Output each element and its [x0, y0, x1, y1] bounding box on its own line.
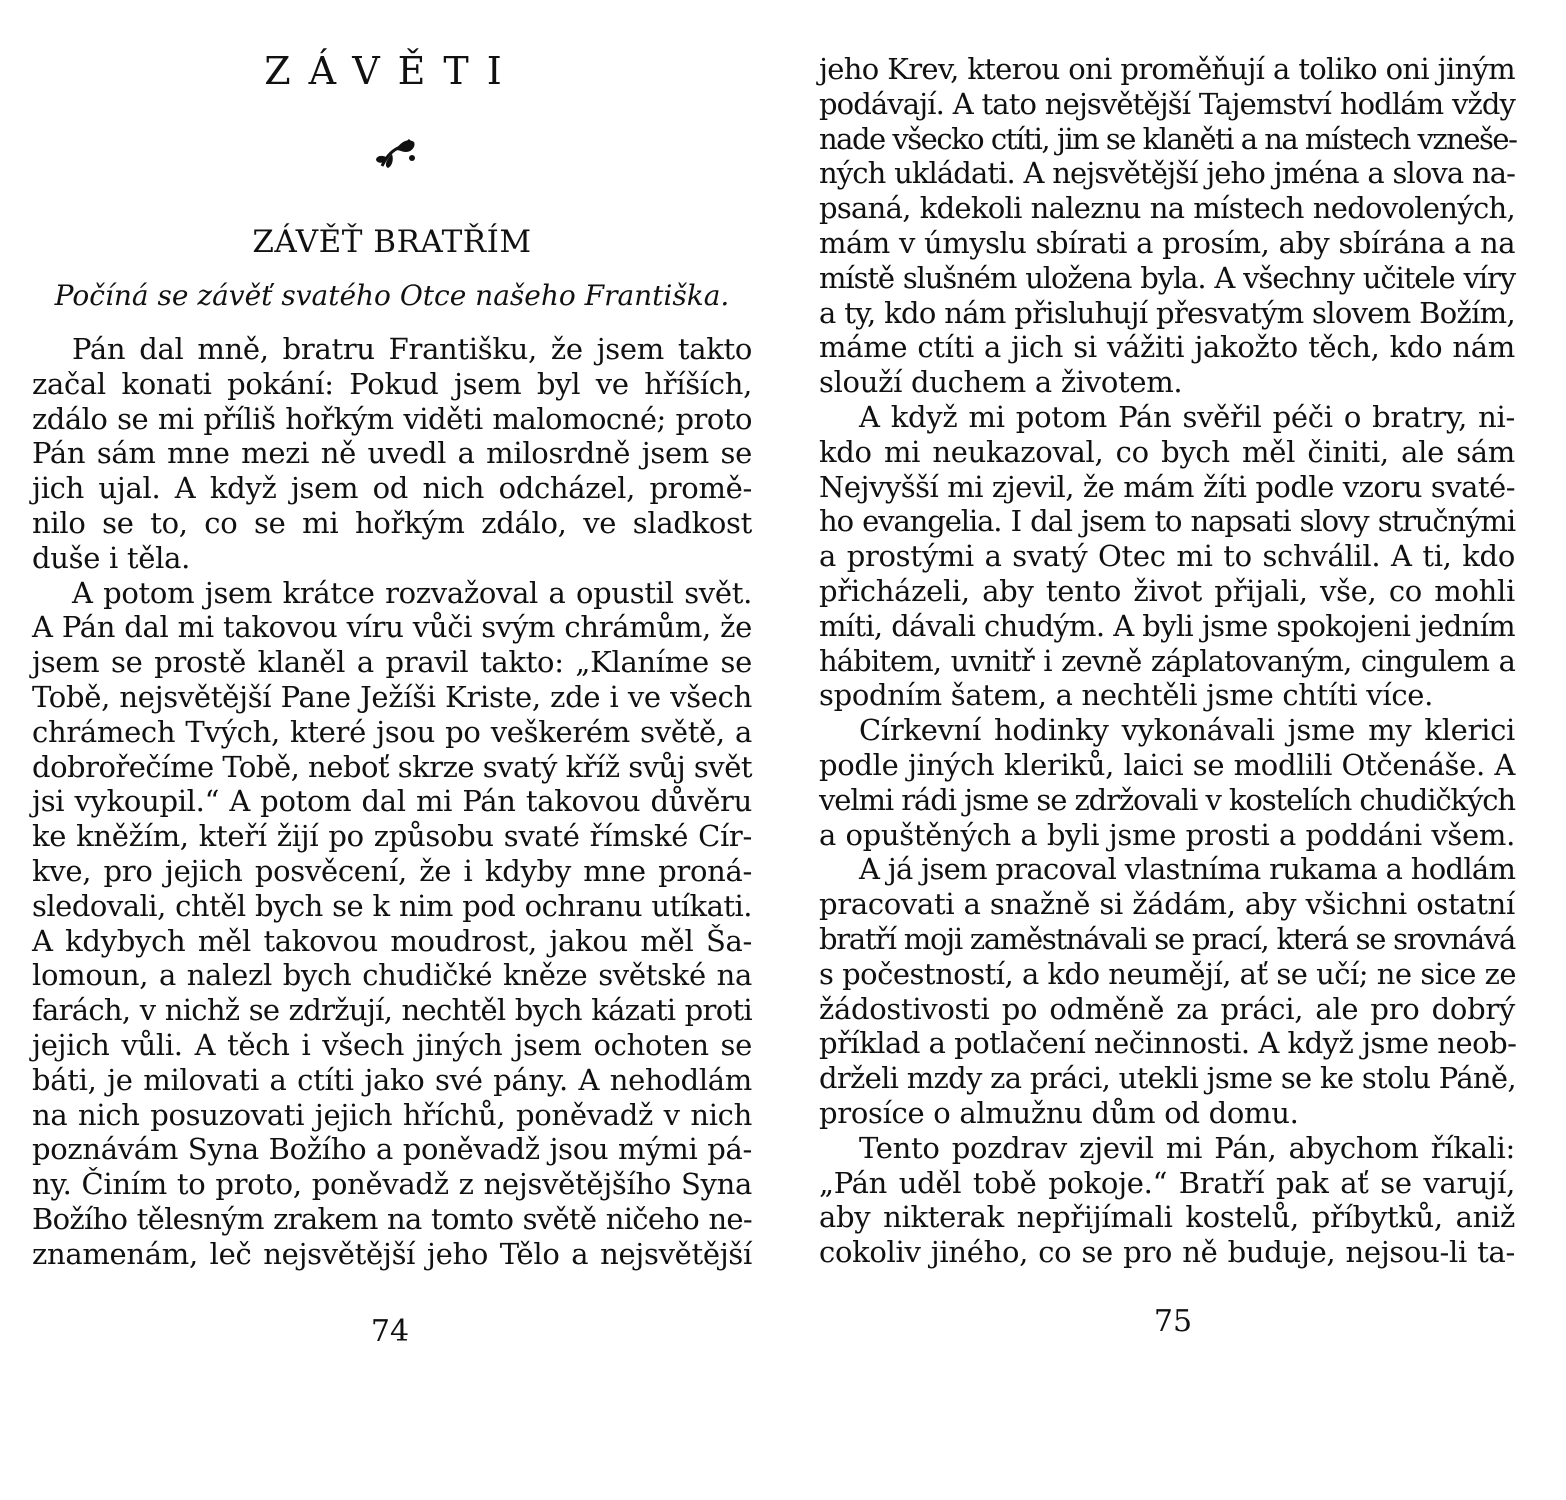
text-line: nade všecko ctíti, jim se klaněti a na místech vzneše-	[819, 121, 1517, 156]
text-line: cokoliv jiného, co se pro ně buduje, nejsou-li ta-	[819, 1235, 1515, 1270]
text-line: slouží duchem a životem.	[819, 365, 1183, 400]
fleuron-ornament-icon	[372, 132, 420, 172]
text-line: míti, dávali chudým. A byli jsme spokojeni jedním	[819, 608, 1515, 643]
text-line: ke kněžím, kteří žijí po způsobu svaté římské Cír-	[32, 819, 752, 854]
text-line: kdo mi neukazoval, co bych měl činiti, ale sám	[819, 434, 1515, 469]
text-line: Církevní hodinky vykonávali jsme my klerici	[859, 713, 1515, 748]
text-line: místě slušném uložena byla. A všechny učitele víry	[819, 260, 1515, 295]
right-body-text	[819, 52, 1515, 1270]
chapter-heading: ZÁVĚTI	[264, 49, 520, 93]
text-line: Tento pozdrav zjevil mi Pán, abychom říkali:	[859, 1130, 1515, 1165]
text-line: Pán dal mně, bratru Františku, že jsem takto	[72, 332, 752, 366]
text-line: farách, v nichž se zdržují, nechtěl bych kázati proti	[32, 993, 752, 1028]
text-line: máme ctíti a jich si vážiti jakožto těch, kdo nám	[819, 330, 1515, 365]
text-line: jich ujal. A když jsem od nich odcházel, promě-	[32, 471, 752, 506]
text-line: Nejvyšší mi zjevil, že mám žíti podle vzoru svaté-	[819, 469, 1515, 504]
text-line: psaná, kdekoli naleznu na místech nedovolených,	[819, 191, 1515, 226]
text-line: znamenám, leč nejsvětější jeho Tělo a nejsvětější	[32, 1236, 752, 1271]
page-number: 75	[1153, 1304, 1193, 1339]
text-line: drželi mzdy za práci, utekli jsme se ke stolu Páně,	[819, 1061, 1516, 1096]
text-line: lomoun, a nalezl bych chudičké kněze světské na	[32, 958, 752, 993]
text-line: sledovali, chtěl bych se k nim pod ochranu utíkati.	[32, 888, 752, 923]
text-line: A když mi potom Pán svěřil péči o bratry, ni-	[859, 399, 1515, 434]
right-page	[783, 0, 1566, 1500]
text-line: A potom jsem krátce rozvažoval a opustil svět.	[72, 575, 752, 610]
text-line: žádostivosti po odměně za práci, ale pro dobrý	[819, 991, 1515, 1026]
text-line: příklad a potlačení nečinnosti. A když jsme neob-	[819, 1026, 1517, 1061]
text-line: „Pán uděl tobě pokoje.“ Bratří pak ať se varují,	[819, 1165, 1515, 1200]
text-line: jsem se prostě klaněl a pravil takto: „Klaníme se	[32, 645, 752, 680]
text-line: spodním šatem, a nechtěli jsme chtíti více.	[819, 678, 1434, 713]
text-line: začal konati pokání: Pokud jsem byl ve hříších,	[32, 366, 752, 401]
text-line: prosíce o almužnu dům od domu.	[819, 1095, 1299, 1130]
text-line: báti, je milovati a ctíti jako své pány. A nehodlám	[32, 1062, 752, 1097]
text-line: velmi rádi jsme se zdržovali v kostelích chudičkých	[819, 782, 1515, 817]
page-number: 74	[370, 1314, 410, 1349]
text-line: A já jsem pracoval vlastníma rukama a hodlám	[859, 852, 1516, 887]
section-subtitle: Počíná se závěť svatého Otce našeho Františka.	[54, 279, 730, 312]
text-line: aby nikterak nepřijímali kostelů, příbytků, aniž	[819, 1200, 1515, 1235]
left-body-text	[32, 332, 752, 1272]
text-line: ny. Činím to proto, poněvadž z nejsvětějšího Syna	[32, 1167, 752, 1202]
text-line: jsi vykoupil.“ A potom dal mi Pán takovou důvěru	[32, 784, 752, 819]
text-line: podávají. A tato nejsvětější Tajemství hodlám vždy	[819, 86, 1515, 121]
text-line: chrámech Tvých, které jsou po veškerém světě, a	[32, 714, 752, 749]
text-line: přicházeli, aby tento život přijali, vše, co mohli	[819, 573, 1515, 608]
text-line: Božího tělesným zrakem na tomto světě ničeho ne-	[32, 1201, 752, 1236]
text-line: kve, pro jejich posvěcení, že i kdyby mne proná-	[32, 853, 752, 888]
text-line: zdálo se mi příliš hořkým viděti malomocné; proto	[32, 401, 752, 436]
text-line: bratří moji zaměstnávali se prací, která se srovnává	[819, 921, 1515, 956]
text-line: s počestností, a kdo neumějí, ať se učí; ne sice ze	[819, 956, 1517, 991]
section-title: ZÁVĚŤ BRATŘÍM	[252, 224, 532, 260]
text-line: na nich posuzovati jejich hříchů, poněvadž v nich	[32, 1097, 752, 1132]
text-line: a prostými a svatý Otec mi to schválil. A ti, kdo	[819, 539, 1515, 574]
text-line: hábitem, uvnitř i zevně záplatovaným, cingulem a	[819, 643, 1515, 678]
text-line: jeho Krev, kterou oni proměňují a toliko oni jiným	[819, 52, 1515, 86]
text-line: duše i těla.	[32, 540, 190, 575]
text-line: jejich vůli. A těch i všech jiných jsem ochoten se	[32, 1027, 752, 1062]
text-line: a ty, kdo nám přisluhují přesvatým slovem Božím,	[819, 295, 1515, 330]
text-line: ných ukládati. A nejsvětější jeho jména a slova na-	[819, 156, 1515, 191]
text-line: nilo se to, co se mi hořkým zdálo, ve sladkost	[32, 505, 752, 540]
text-line: pracovati a snažně si žádám, aby všichni ostatní	[819, 887, 1515, 922]
text-line: mám v úmyslu sbírati a prosím, aby sbírána a na	[819, 225, 1515, 260]
text-line: Tobě, nejsvětější Pane Ježíši Kriste, zde i ve všech	[32, 679, 752, 714]
text-line: A Pán dal mi takovou víru vůči svým chrámům, že	[32, 610, 752, 645]
text-line: ho evangelia. I dal jsem to napsati slovy stručnými	[819, 504, 1515, 539]
text-line: A kdybych měl takovou moudrost, jakou měl Ša-	[32, 923, 752, 958]
text-line: dobrořečíme Tobě, neboť skrze svatý kříž svůj svět	[32, 749, 753, 784]
text-line: a opuštěných a byli jsme prosti a poddáni všem.	[819, 817, 1515, 852]
text-line: poznávám Syna Božího a poněvadž jsou mými pá-	[32, 1132, 752, 1167]
text-line: Pán sám mne mezi ně uvedl a milosrdně jsem se	[32, 436, 752, 471]
text-line: podle jiných kleriků, laici se modlili Otčenáše. A	[819, 747, 1515, 782]
